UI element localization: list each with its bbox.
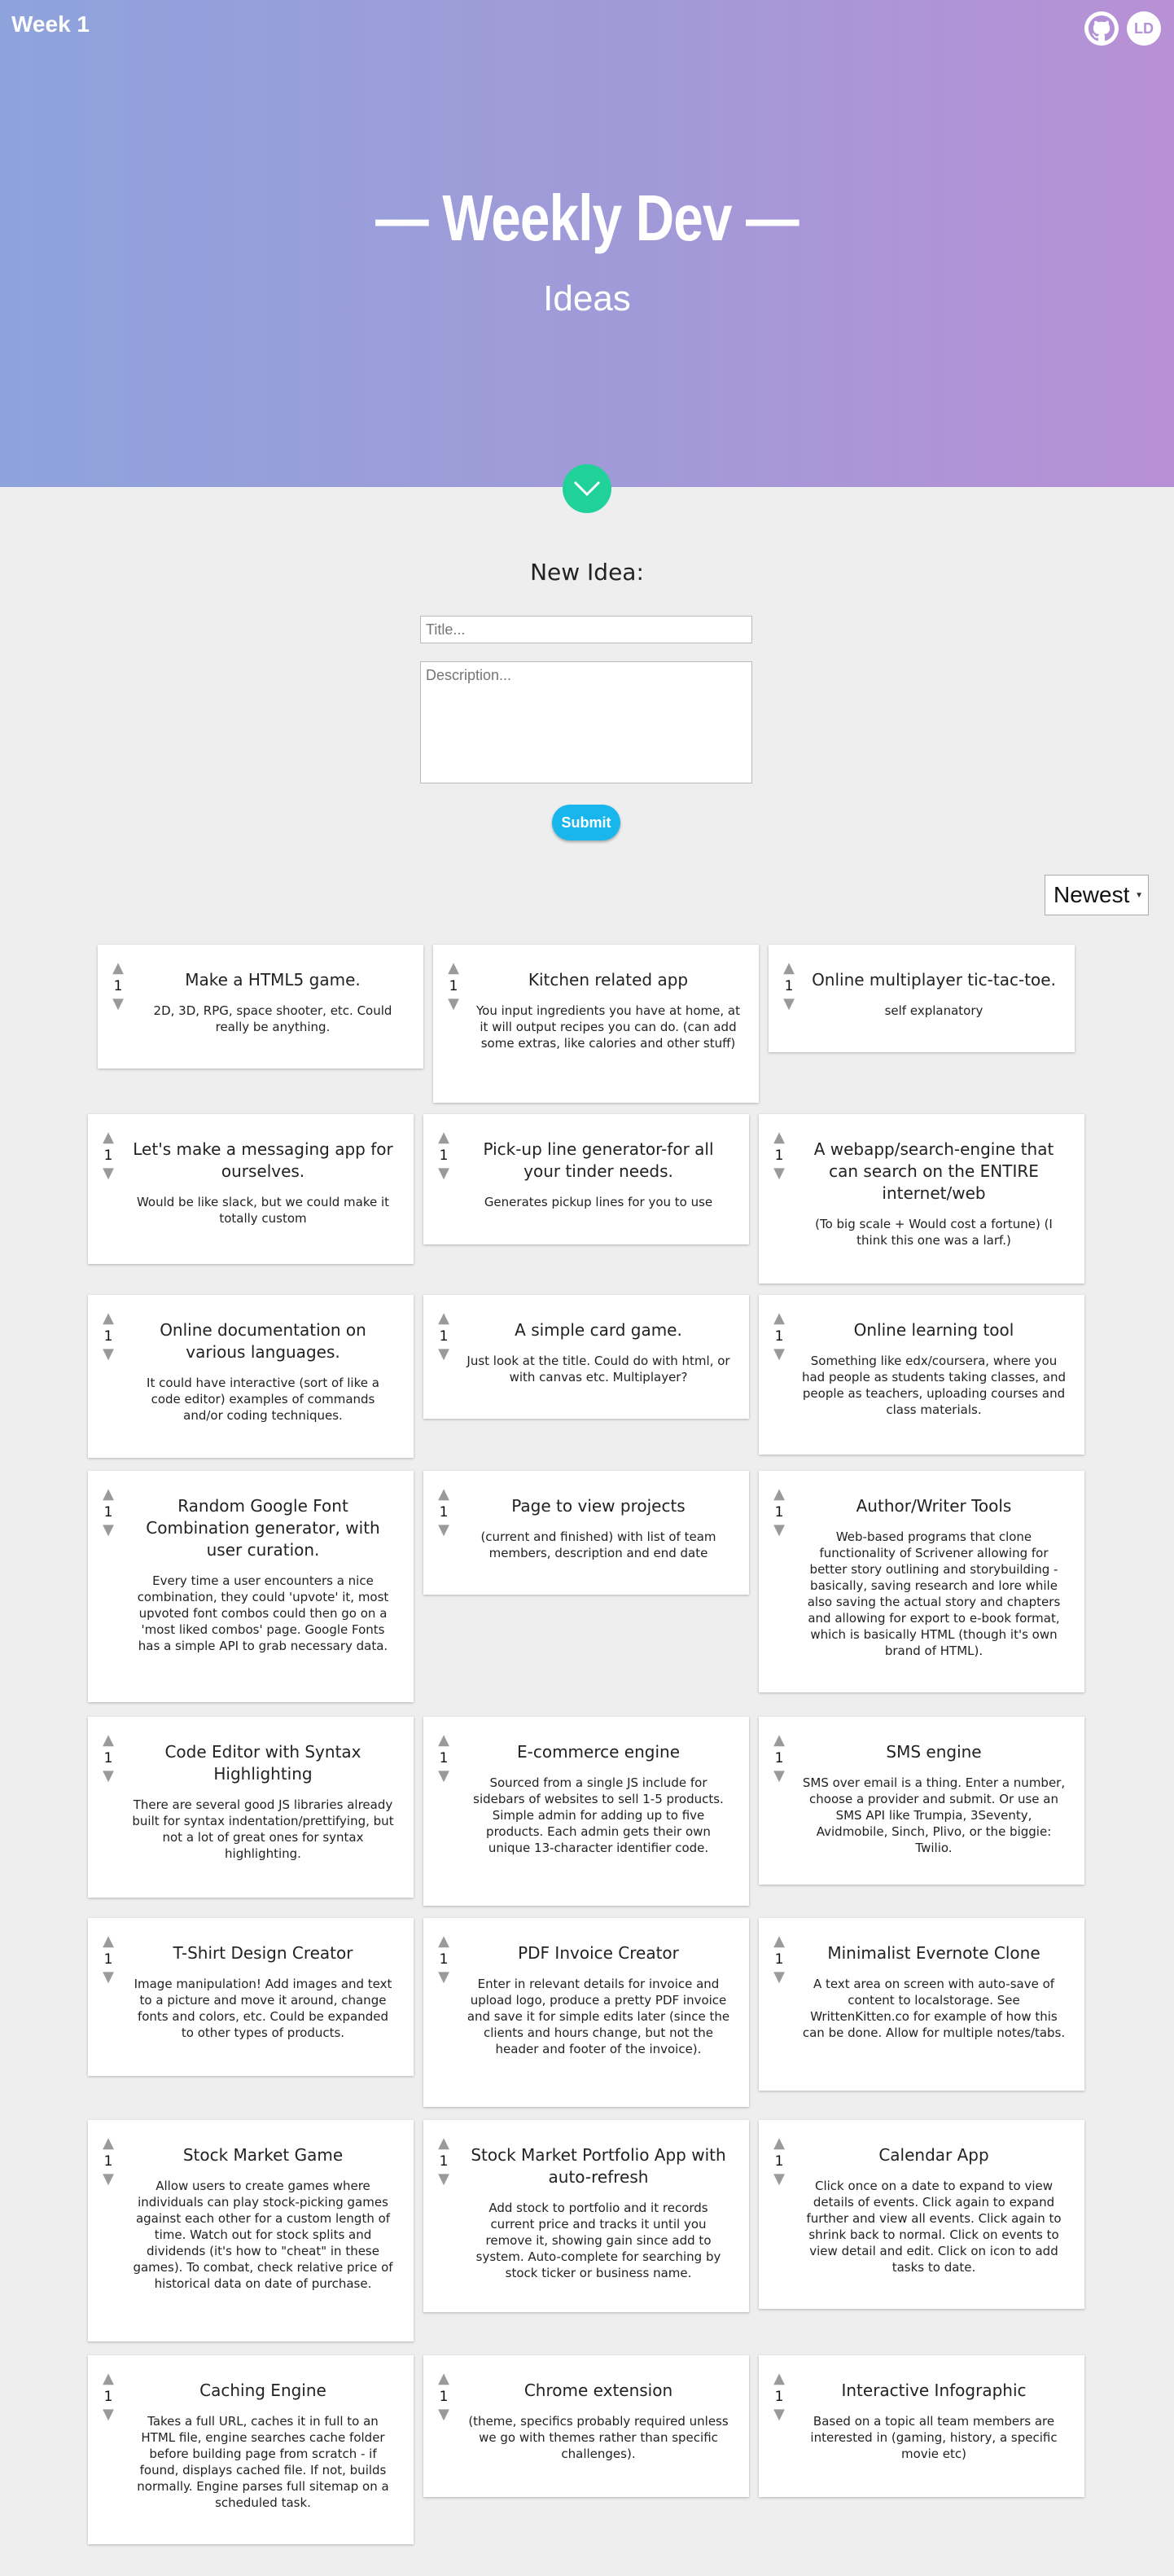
vote-control — [435, 2370, 453, 2424]
idea-card — [423, 1471, 749, 1595]
vote-control — [99, 1129, 117, 1183]
new-idea-heading: New Idea: — [530, 559, 644, 586]
idea-title: Calendar App — [878, 2145, 989, 2165]
idea-description: Would be like slack, but we could make it totally custom — [136, 1195, 390, 1226]
idea-content — [130, 1942, 396, 2041]
arrow-down-icon[interactable]: ▼ — [112, 995, 124, 1012]
vote-control — [780, 959, 798, 1013]
vote-count: 1 — [774, 2389, 784, 2405]
arrow-down-icon[interactable]: ▼ — [773, 1767, 785, 1784]
vote-count: 1 — [103, 2153, 113, 2170]
idea-description: Enter in relevant details for invoice and upload logo, produce a pretty PDF invoice and save it for simple edits later (since the clients and hours change, but not the header and footer of the invoice). — [467, 1977, 730, 2056]
idea-description: (current and finished) with list of team members, description and end date — [480, 1529, 716, 1560]
arrow-down-icon[interactable]: ▼ — [773, 2170, 785, 2188]
idea-content — [466, 1942, 731, 2057]
idea-card — [88, 1114, 414, 1264]
idea-card — [423, 2355, 749, 2497]
idea-description: Allow users to create games where individuals can play stock-picking games against each other for a custom length of time. Watch out for stock splits and dividends (it's how to "cheat" in these games). To combat, check relative price of historical data on date of purchase. — [133, 2179, 393, 2291]
idea-description: Just look at the title. Could do with html, or with canvas etc. Multiplayer? — [467, 1354, 730, 1385]
idea-title: Chrome extension — [523, 2381, 673, 2400]
idea-description: Generates pickup lines for you to use — [484, 1195, 713, 1209]
idea-card — [88, 1918, 414, 2076]
arrow-up-icon[interactable]: ▲ — [438, 2135, 449, 2152]
idea-title: Online documentation on various languages. — [160, 1320, 366, 1362]
idea-card — [759, 1295, 1084, 1455]
arrow-up-icon[interactable]: ▲ — [112, 959, 124, 976]
idea-card — [98, 945, 423, 1069]
vote-control — [99, 1485, 117, 1539]
vote-count: 1 — [103, 1750, 113, 1766]
vote-count: 1 — [439, 2153, 449, 2170]
idea-title: PDF Invoice Creator — [518, 1943, 679, 1963]
idea-content — [140, 969, 405, 1035]
arrow-down-icon[interactable]: ▼ — [103, 1345, 114, 1363]
description-input[interactable] — [420, 661, 752, 783]
vote-count: 1 — [439, 1504, 449, 1521]
vote-control — [770, 1310, 788, 1363]
idea-title: A simple card game. — [515, 1320, 682, 1340]
idea-description: Click once on a date to expand to view details of events. Click again to expand further and view all events. Click again to shrink back to normal. Click on events to view detail and edit. Click on icon to add tasks to date. — [806, 2179, 1062, 2275]
vote-control — [770, 1485, 788, 1539]
arrow-up-icon[interactable]: ▲ — [773, 2370, 785, 2387]
idea-card — [759, 1918, 1084, 2091]
vote-count: 1 — [784, 978, 794, 994]
idea-card — [759, 1471, 1084, 1692]
arrow-up-icon[interactable]: ▲ — [103, 1485, 114, 1503]
idea-content — [466, 1495, 731, 1561]
vote-count: 1 — [774, 1750, 784, 1766]
arrow-down-icon[interactable]: ▼ — [438, 1767, 449, 1784]
idea-description: SMS over email is a thing. Enter a number, choose a provider and submit. Or use an SMS API like Trumpia, 3Seventy, Avidmobile, Sinch, Plivo, or the biggie: Twilio. — [802, 1775, 1066, 1855]
title-input[interactable] — [420, 616, 752, 643]
vote-control — [99, 1933, 117, 1986]
vote-count: 1 — [113, 978, 123, 994]
idea-card — [423, 1114, 749, 1244]
idea-title: Code Editor with Syntax Highlighting — [164, 1742, 361, 1784]
hero-banner — [0, 0, 1174, 487]
vote-count: 1 — [439, 2389, 449, 2405]
idea-content — [130, 1139, 396, 1227]
arrow-up-icon[interactable]: ▲ — [773, 1310, 785, 1327]
idea-content — [811, 969, 1057, 1019]
vote-control — [109, 959, 127, 1013]
vote-control — [770, 2370, 788, 2424]
idea-content — [130, 1741, 396, 1862]
vote-control — [435, 1129, 453, 1183]
idea-content — [466, 1741, 731, 1856]
idea-content — [801, 1495, 1067, 1659]
vote-control — [99, 2135, 117, 2188]
arrow-down-icon[interactable]: ▼ — [773, 1521, 785, 1538]
idea-title: A webapp/search-engine that can search on the ENTIRE internet/web — [813, 1139, 1054, 1203]
arrow-down-icon[interactable]: ▼ — [438, 1521, 449, 1538]
arrow-up-icon[interactable]: ▲ — [103, 1731, 114, 1749]
vote-count: 1 — [103, 2389, 113, 2405]
arrow-up-icon[interactable]: ▲ — [103, 2370, 114, 2387]
vote-count: 1 — [774, 1951, 784, 1968]
idea-content — [801, 1319, 1067, 1418]
vote-count: 1 — [439, 1148, 449, 1164]
arrow-up-icon[interactable]: ▲ — [448, 959, 459, 976]
idea-content — [466, 1139, 731, 1210]
arrow-down-icon[interactable]: ▼ — [773, 1968, 785, 1986]
arrow-up-icon[interactable]: ▲ — [438, 2370, 449, 2387]
idea-title: Author/Writer Tools — [856, 1496, 1012, 1516]
vote-control — [435, 2135, 453, 2188]
sort-selected-value: Newest — [1054, 882, 1130, 907]
hero-title: — Weekly Dev — — [375, 182, 799, 254]
vote-count: 1 — [439, 1750, 449, 1766]
arrow-up-icon[interactable]: ▲ — [773, 1731, 785, 1749]
vote-count: 1 — [103, 1504, 113, 1521]
arrow-down-icon[interactable]: ▼ — [773, 1165, 785, 1182]
idea-content — [801, 2380, 1067, 2462]
idea-content — [130, 1495, 396, 1654]
vote-control — [445, 959, 462, 1013]
idea-title: Stock Market Game — [182, 2145, 344, 2165]
vote-control — [99, 1310, 117, 1363]
idea-description: Takes a full URL, caches it in full to an HTML file, engine searches cache folder before building page from scratch - if found, displays cached file. If not, builds normally. Engine parses full sitemap on a scheduled task. — [137, 2414, 389, 2510]
idea-title: Pick-up line generator-for all your tinder needs. — [483, 1139, 714, 1181]
idea-description: Based on a topic all team members are interested in (gaming, history, a specific movie etc) — [810, 2414, 1058, 2461]
chevron-down-icon[interactable] — [563, 464, 611, 513]
arrow-down-icon[interactable]: ▼ — [103, 1165, 114, 1182]
idea-title: Online learning tool — [853, 1320, 1014, 1340]
idea-description: You input ingredients you have at home, at it will output recipes you can do. (can add some extras, like calories and other stuff) — [475, 1003, 740, 1051]
arrow-up-icon[interactable]: ▲ — [103, 1129, 114, 1146]
idea-title: Minimalist Evernote Clone — [827, 1943, 1040, 1963]
idea-card — [433, 945, 759, 1103]
arrow-up-icon[interactable]: ▲ — [103, 1310, 114, 1327]
idea-description: Something like edx/coursera, where you had people as students taking classes, and people as teachers, uploading courses and class materials. — [801, 1354, 1067, 1417]
arrow-up-icon[interactable]: ▲ — [438, 1731, 449, 1749]
idea-title: Caching Engine — [199, 2381, 326, 2400]
idea-content — [801, 1139, 1067, 1249]
idea-title: T-Shirt Design Creator — [173, 1943, 353, 1963]
vote-control — [770, 2135, 788, 2188]
vote-control — [770, 1731, 788, 1785]
idea-card — [759, 2120, 1084, 2309]
idea-title: Kitchen related app — [528, 970, 689, 990]
idea-card — [88, 1295, 414, 1458]
idea-description: self explanatory — [884, 1003, 983, 1018]
vote-control — [435, 1933, 453, 1986]
submit-button[interactable]: Submit — [552, 805, 620, 840]
arrow-up-icon[interactable]: ▲ — [103, 2135, 114, 2152]
arrow-down-icon[interactable]: ▼ — [438, 1345, 449, 1363]
arrow-up-icon[interactable]: ▲ — [438, 1129, 449, 1146]
idea-title: E-commerce engine — [516, 1742, 680, 1762]
vote-count: 1 — [774, 1328, 784, 1345]
arrow-up-icon[interactable]: ▲ — [783, 959, 795, 976]
idea-title: Make a HTML5 game. — [185, 970, 361, 990]
vote-control — [99, 2370, 117, 2424]
vote-control — [99, 1731, 117, 1785]
idea-card — [88, 2355, 414, 2544]
arrow-down-icon[interactable]: ▼ — [773, 2406, 785, 2423]
idea-description: Web-based programs that clone functionality of Scrivener allowing for better story outlining and storybuilding - basically, saving research and lore while also saving the actual story and chapters and allowing for export to e-book format, which is basically HTML (though it's own brand of HTML). — [807, 1529, 1061, 1658]
arrow-up-icon[interactable]: ▲ — [773, 1129, 785, 1146]
idea-title: Online multiplayer tic-tac-toe. — [812, 970, 1056, 990]
vote-count: 1 — [103, 1328, 113, 1345]
arrow-down-icon[interactable]: ▼ — [773, 1345, 785, 1363]
arrow-down-icon[interactable]: ▼ — [448, 995, 459, 1012]
github-icon[interactable] — [1084, 11, 1119, 46]
idea-content — [466, 2380, 731, 2462]
idea-card — [759, 2355, 1084, 2497]
idea-content — [130, 1319, 396, 1424]
arrow-up-icon[interactable]: ▲ — [773, 1933, 785, 1950]
idea-content — [466, 1319, 731, 1385]
idea-title: Interactive Infographic — [841, 2381, 1027, 2400]
idea-description: It could have interactive (sort of like a code editor) examples of commands and/or coding techniques. — [147, 1376, 379, 1423]
idea-content — [801, 2144, 1067, 2275]
vote-count: 1 — [449, 978, 458, 994]
vote-count: 1 — [439, 1951, 449, 1968]
idea-description: 2D, 3D, RPG, space shooter, etc. Could really be anything. — [153, 1003, 392, 1034]
idea-description: Add stock to portfolio and it records current price and tracks it until you remove it, showing gain since add to system. Auto-complete for searching by stock ticker or business name. — [475, 2201, 721, 2280]
vote-control — [770, 1933, 788, 1986]
hero-subtitle: Ideas — [543, 279, 631, 318]
idea-description: Sourced from a single JS include for sidebars of websites to sell 1-5 products. Simple admin for adding up to five products. Each admin gets their own unique 13-character identifier code. — [473, 1775, 724, 1855]
arrow-down-icon[interactable]: ▼ — [103, 1968, 114, 1986]
idea-content — [130, 2144, 396, 2292]
idea-title: Stock Market Portfolio App with auto-refresh — [471, 2145, 726, 2187]
idea-card — [88, 2120, 414, 2341]
vote-control — [435, 1731, 453, 1785]
arrow-down-icon[interactable]: ▼ — [103, 1767, 114, 1784]
brand-title[interactable]: Week 1 — [11, 11, 90, 37]
arrow-down-icon[interactable]: ▼ — [103, 1521, 114, 1538]
arrow-up-icon[interactable]: ▲ — [773, 2135, 785, 2152]
vote-control — [770, 1129, 788, 1183]
arrow-down-icon[interactable]: ▼ — [438, 2406, 449, 2423]
idea-title: SMS engine — [886, 1742, 982, 1762]
idea-content — [475, 969, 741, 1051]
arrow-down-icon[interactable]: ▼ — [438, 1165, 449, 1182]
arrow-down-icon[interactable]: ▼ — [783, 995, 795, 1012]
caret-down-icon: ▼ — [1135, 891, 1143, 900]
idea-description: Every time a user encounters a nice combination, they could 'upvote' it, most upvoted font combos could then go on a 'most liked combos' page. Google Fonts has a simple API to grab necessary data. — [137, 1573, 389, 1653]
arrow-up-icon[interactable]: ▲ — [438, 1933, 449, 1950]
idea-card — [759, 1717, 1084, 1885]
arrow-down-icon[interactable]: ▼ — [438, 2170, 449, 2188]
vote-count: 1 — [103, 1148, 113, 1164]
arrow-down-icon[interactable]: ▼ — [103, 2406, 114, 2423]
idea-content — [801, 1942, 1067, 2041]
idea-card — [88, 1717, 414, 1898]
idea-description: There are several good JS libraries already built for syntax indentation/prettifying, but not a lot of great ones for syntax highlighting. — [132, 1797, 394, 1861]
arrow-up-icon[interactable]: ▲ — [103, 1933, 114, 1950]
arrow-up-icon[interactable]: ▲ — [438, 1310, 449, 1327]
idea-card — [759, 1114, 1084, 1284]
vote-count: 1 — [774, 1504, 784, 1521]
idea-card — [88, 1471, 414, 1702]
idea-description: (theme, specifics probably required unless we go with themes rather than specific challenges). — [468, 2414, 729, 2461]
arrow-up-icon[interactable]: ▲ — [773, 1485, 785, 1503]
idea-title: Let's make a messaging app for ourselves. — [133, 1139, 393, 1181]
sort-select[interactable] — [1045, 875, 1149, 915]
idea-title: Page to view projects — [511, 1496, 686, 1516]
vote-control — [435, 1310, 453, 1363]
arrow-down-icon[interactable]: ▼ — [103, 2170, 114, 2188]
vote-count: 1 — [774, 2153, 784, 2170]
idea-description: (To big scale + Would cost a fortune) (I think this one was a larf.) — [815, 1217, 1053, 1248]
user-avatar[interactable]: LD — [1127, 11, 1161, 46]
idea-title: Random Google Font Combination generator, with user curation. — [146, 1496, 380, 1560]
arrow-down-icon[interactable]: ▼ — [438, 1968, 449, 1986]
vote-count: 1 — [774, 1148, 784, 1164]
arrow-up-icon[interactable]: ▲ — [438, 1485, 449, 1503]
idea-content — [801, 1741, 1067, 1856]
vote-count: 1 — [103, 1951, 113, 1968]
idea-card — [769, 945, 1075, 1052]
idea-card — [423, 2120, 749, 2312]
idea-card — [423, 1295, 749, 1419]
idea-content — [130, 2380, 396, 2511]
idea-card — [423, 1717, 749, 1906]
vote-control — [435, 1485, 453, 1539]
idea-card — [423, 1918, 749, 2107]
idea-content — [466, 2144, 731, 2281]
idea-description: A text area on screen with auto-save of content to localstorage. See WrittenKitten.co for example of how this can be done. Allow for multiple notes/tabs. — [802, 1977, 1066, 2040]
vote-count: 1 — [439, 1328, 449, 1345]
idea-description: Image manipulation! Add images and text to a picture and move it around, change fonts and colors, etc. Could be expanded to other types of products. — [134, 1977, 392, 2040]
